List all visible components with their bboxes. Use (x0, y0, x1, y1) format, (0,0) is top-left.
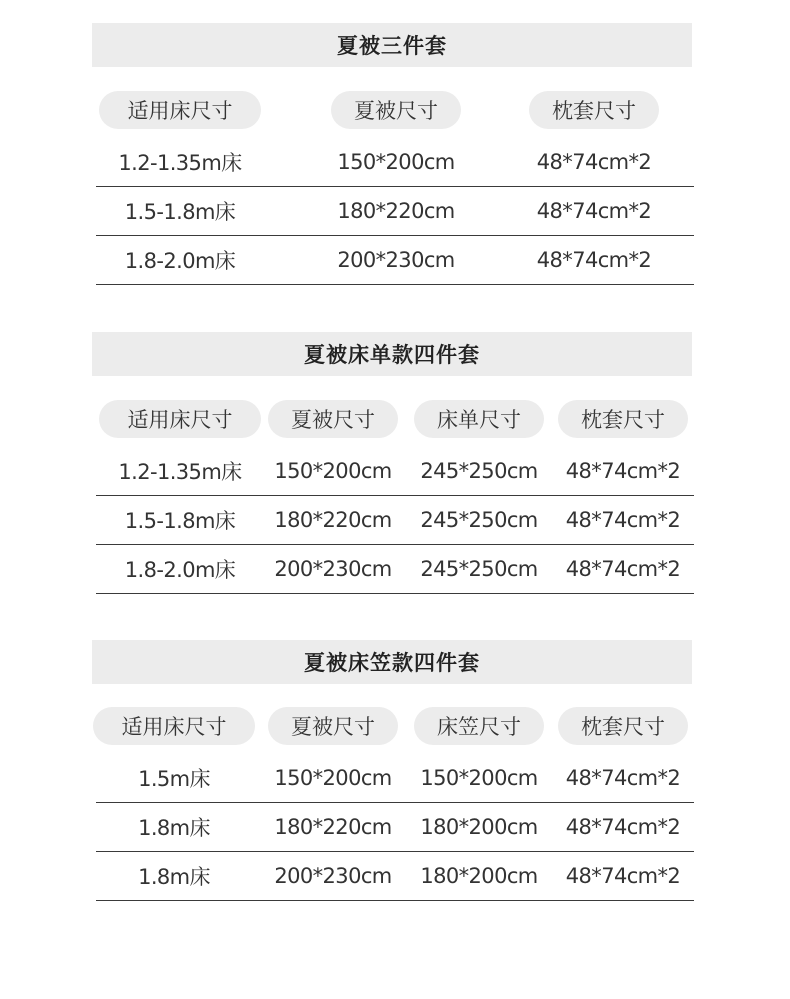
cell-sheet-size: 245*250cm (420, 507, 538, 532)
header-bed-size: 适用床尺寸 (99, 400, 261, 438)
header-quilt-size: 夏被尺寸 (331, 91, 461, 129)
table-title: 夏被床笠款四件套 (92, 640, 692, 684)
cell-bed-size: 1.5m床 (138, 766, 210, 791)
cell-quilt-size: 200*230cm (274, 556, 392, 581)
cell-pillowcase-size: 48*74cm*2 (565, 814, 681, 839)
cell-bed-size: 1.8m床 (138, 864, 210, 889)
header-pillowcase-size: 枕套尺寸 (558, 707, 688, 745)
cell-bed-size: 1.8m床 (138, 815, 210, 840)
row-divider (96, 284, 694, 285)
header-quilt-size: 夏被尺寸 (268, 400, 398, 438)
header-pillowcase-size: 枕套尺寸 (529, 91, 659, 129)
cell-quilt-size: 150*200cm (337, 149, 455, 174)
header-sheet-size: 床单尺寸 (414, 400, 544, 438)
header-quilt-size: 夏被尺寸 (268, 707, 398, 745)
cell-bed-size: 1.8-2.0m床 (124, 557, 236, 582)
cell-bed-size: 1.2-1.35m床 (118, 150, 242, 175)
cell-bed-size: 1.8-2.0m床 (124, 248, 236, 273)
cell-bed-size: 1.2-1.35m床 (118, 459, 242, 484)
cell-fitted-sheet-size: 180*200cm (420, 863, 538, 888)
cell-bed-size: 1.5-1.8m床 (124, 199, 236, 224)
cell-pillowcase-size: 48*74cm*2 (565, 458, 681, 483)
header-fitted-sheet-size: 床笠尺寸 (414, 707, 544, 745)
cell-pillowcase-size: 48*74cm*2 (536, 198, 652, 223)
table-title: 夏被三件套 (92, 23, 692, 67)
row-divider (96, 900, 694, 901)
cell-pillowcase-size: 48*74cm*2 (565, 556, 681, 581)
cell-quilt-size: 180*220cm (274, 507, 392, 532)
header-pillowcase-size: 枕套尺寸 (558, 400, 688, 438)
cell-pillowcase-size: 48*74cm*2 (536, 247, 652, 272)
cell-pillowcase-size: 48*74cm*2 (565, 507, 681, 532)
cell-sheet-size: 245*250cm (420, 556, 538, 581)
cell-quilt-size: 180*220cm (274, 814, 392, 839)
cell-pillowcase-size: 48*74cm*2 (565, 863, 681, 888)
table-title: 夏被床单款四件套 (92, 332, 692, 376)
cell-pillowcase-size: 48*74cm*2 (536, 149, 652, 174)
cell-quilt-size: 200*230cm (274, 863, 392, 888)
cell-quilt-size: 150*200cm (274, 458, 392, 483)
header-bed-size: 适用床尺寸 (99, 91, 261, 129)
cell-bed-size: 1.5-1.8m床 (124, 508, 236, 533)
cell-pillowcase-size: 48*74cm*2 (565, 765, 681, 790)
cell-quilt-size: 150*200cm (274, 765, 392, 790)
cell-sheet-size: 245*250cm (420, 458, 538, 483)
cell-fitted-sheet-size: 150*200cm (420, 765, 538, 790)
header-bed-size: 适用床尺寸 (93, 707, 255, 745)
cell-quilt-size: 180*220cm (337, 198, 455, 223)
cell-fitted-sheet-size: 180*200cm (420, 814, 538, 839)
row-divider (96, 593, 694, 594)
cell-quilt-size: 200*230cm (337, 247, 455, 272)
